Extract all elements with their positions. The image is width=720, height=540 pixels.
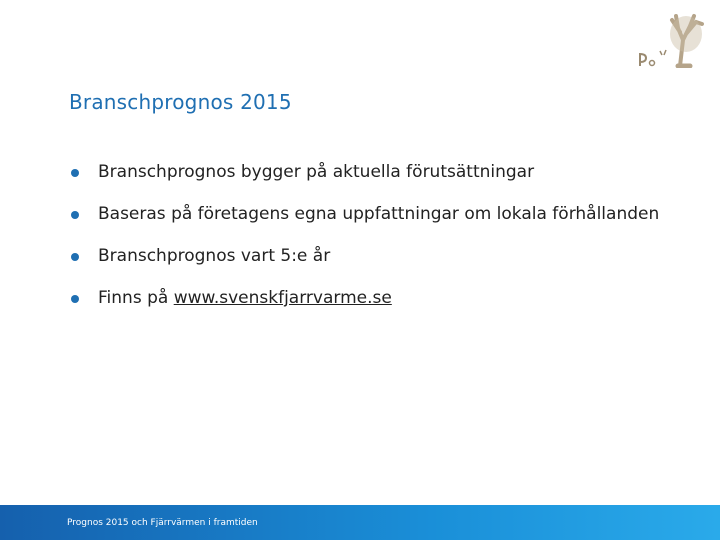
bullet-text: Branschprognos bygger på aktuella förutsättningar <box>98 162 535 182</box>
bullet-dot-icon <box>71 169 79 177</box>
bullet-dot-icon <box>71 253 79 261</box>
website-link[interactable]: www.svenskfjarrvarme.se <box>173 288 392 308</box>
bullet-item <box>69 284 669 313</box>
bullet-dot-icon <box>71 295 79 303</box>
tree-logo-icon <box>634 10 706 68</box>
bullet-item <box>69 242 669 271</box>
bullet-item <box>69 200 669 229</box>
bullet-list <box>69 158 669 326</box>
bullet-dot-icon <box>71 211 79 219</box>
bullet-text: Finns på <box>98 288 174 308</box>
bullet-text: Baseras på företagens egna uppfattningar om lokala förhållanden <box>98 204 660 224</box>
slide-title: Branschprognos 2015 <box>69 90 292 114</box>
bullet-item <box>69 158 669 187</box>
footer-bar <box>0 505 720 540</box>
footer-text: Prognos 2015 och Fjärrvärmen i framtiden <box>67 518 258 528</box>
bullet-text: Branschprognos vart 5:e år <box>98 246 331 266</box>
